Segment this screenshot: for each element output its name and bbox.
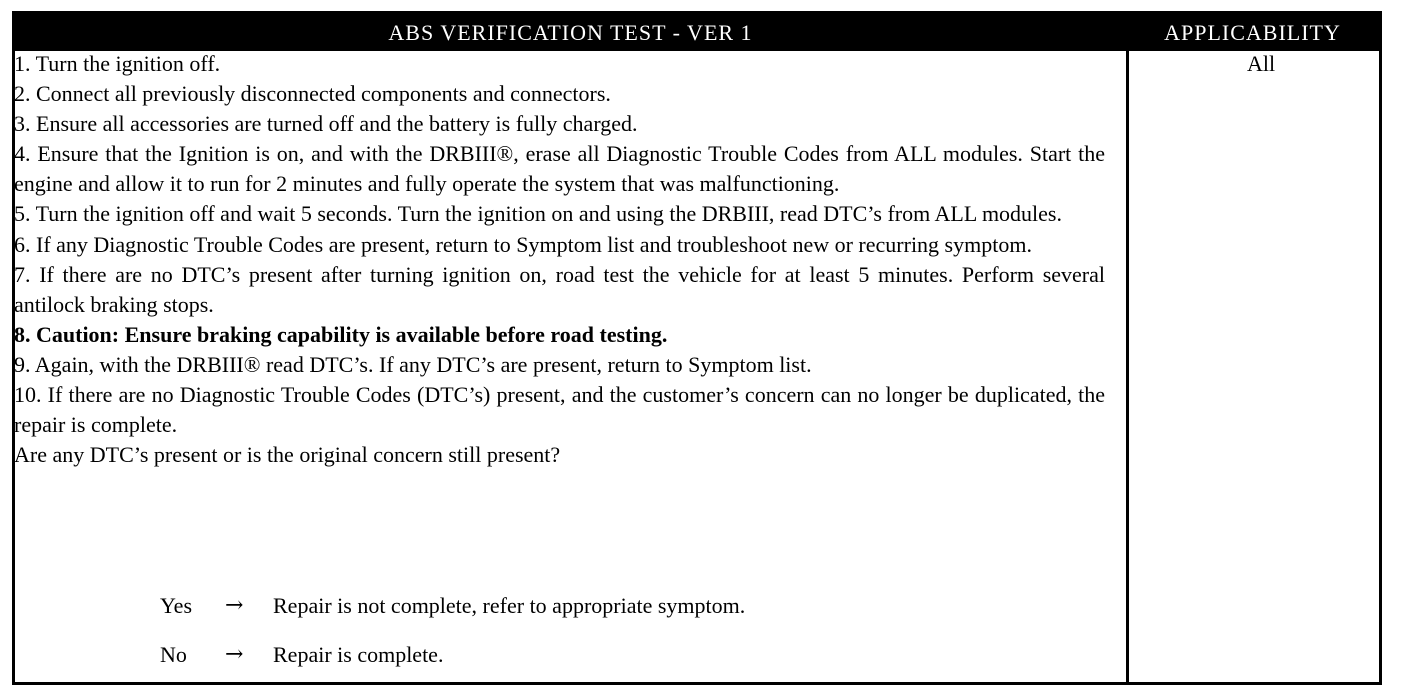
step-8-caution: 8. Caution: Ensure braking capability is available before road testing. (14, 321, 668, 347)
column-divider (1126, 51, 1129, 682)
applicability-value: All (1246, 51, 1276, 76)
table-header (15, 14, 1379, 51)
step-4: 4. Ensure that the Ignition is on, and with the DRBIII®, erase all Diagnostic Trouble Codes from ALL modules. Start the engine and allow it to run for 2 minutes and fully operate the system that was malfunctioning. (14, 141, 1105, 197)
question: Are any DTC’s present or is the original concern still present? (14, 442, 561, 468)
step-2: 2. Connect all previously disconnected components and connectors. (14, 81, 611, 107)
arrow-right-icon: → (225, 593, 244, 618)
arrow-right-icon: → (225, 642, 244, 667)
step-3: 3. Ensure all accessories are turned off and the battery is fully charged. (14, 111, 638, 137)
step-10: 10. If there are no Diagnostic Trouble Codes (DTC’s) present, and the customer’s concern can no longer be duplicated, the repair is complete. (14, 382, 1105, 438)
step-5: 5. Turn the ignition off and wait 5 seconds. Turn the ignition on and using the DRBIII, read DTC’s from ALL modules. (14, 201, 1062, 227)
test-title: ABS VERIFICATION TEST - VER 1 (388, 20, 753, 45)
step-7: 7. If there are no DTC’s present after turning ignition on, road test the vehicle for at least 5 minutes. Perform several antilock braking stops. (14, 261, 1105, 317)
answer-yes-label: Yes (160, 593, 193, 618)
answer-no-label: No (160, 642, 187, 667)
step-1: 1. Turn the ignition off. (14, 51, 221, 76)
step-6: 6. If any Diagnostic Trouble Codes are present, return to Symptom list and troubleshoot new or recurring symptom. (14, 231, 1032, 257)
answer-no-text: Repair is complete. (273, 642, 444, 667)
test-steps (14, 49, 1105, 470)
applicability-heading: APPLICABILITY (1164, 20, 1341, 45)
step-9: 9. Again, with the DRBIII® read DTC’s. If any DTC’s are present, return to Symptom list. (14, 351, 812, 377)
answer-yes-text: Repair is not complete, refer to appropriate symptom. (273, 593, 746, 618)
